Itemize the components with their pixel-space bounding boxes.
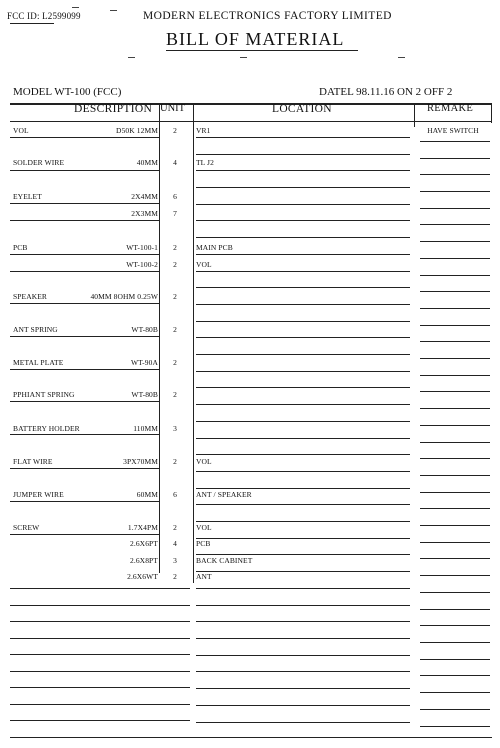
remark-rule bbox=[420, 325, 490, 326]
divider-unit-location bbox=[193, 103, 194, 583]
blank-row-rule bbox=[10, 720, 190, 721]
location-rule bbox=[196, 337, 410, 338]
item-location: MAIN PCB bbox=[196, 243, 233, 252]
item-spec: 2.6X6WT bbox=[127, 572, 158, 581]
location-rule bbox=[196, 438, 410, 439]
right-border bbox=[491, 103, 492, 123]
location-rule bbox=[196, 237, 410, 238]
location-rule bbox=[196, 504, 410, 505]
remark-rule bbox=[420, 375, 490, 376]
remark-rule bbox=[420, 308, 490, 309]
remark-rule bbox=[420, 558, 490, 559]
description-rule bbox=[10, 369, 160, 370]
remark-rule bbox=[420, 391, 490, 392]
blank-row-rule bbox=[10, 654, 190, 655]
location-rule bbox=[196, 404, 410, 405]
company-name: MODERN ELECTRONICS FACTORY LIMITED bbox=[143, 10, 392, 22]
item-quantity: 2 bbox=[173, 457, 177, 466]
remark-rule bbox=[420, 442, 490, 443]
description-rule bbox=[10, 137, 160, 138]
item-description: PPHIANT SPRING bbox=[13, 390, 75, 399]
location-rule bbox=[196, 421, 410, 422]
remark-rule bbox=[420, 659, 490, 660]
item-quantity: 2 bbox=[173, 292, 177, 301]
item-location: TL J2 bbox=[196, 158, 214, 167]
location-rule bbox=[196, 387, 410, 388]
remark-rule bbox=[420, 726, 490, 727]
blank-row-rule bbox=[10, 621, 190, 622]
remark-rule bbox=[420, 191, 490, 192]
location-rule bbox=[196, 371, 410, 372]
item-location: PCB bbox=[196, 539, 211, 548]
item-quantity: 2 bbox=[173, 572, 177, 581]
title-underline bbox=[166, 50, 358, 51]
item-spec: 2.6X6PT bbox=[130, 539, 158, 548]
document-title: BILL OF MATERIAL bbox=[166, 29, 345, 49]
item-quantity: 6 bbox=[173, 192, 177, 201]
item-description: EYELET bbox=[13, 192, 42, 201]
remark-rule bbox=[420, 408, 490, 409]
location-rule bbox=[196, 605, 410, 606]
column-header-location: LOCATION bbox=[272, 103, 332, 115]
blank-row-rule bbox=[10, 704, 190, 705]
column-header-unit: UNIT bbox=[160, 103, 186, 114]
divider-description-unit bbox=[159, 103, 160, 573]
remark-rule bbox=[420, 508, 490, 509]
blank-row-rule bbox=[10, 687, 190, 688]
item-quantity: 2 bbox=[173, 325, 177, 334]
item-quantity: 3 bbox=[173, 424, 177, 433]
item-description: METAL PLATE bbox=[13, 358, 64, 367]
fcc-id: FCC ID: L2599099 bbox=[7, 11, 81, 21]
item-location: ANT bbox=[196, 572, 212, 581]
remark-rule bbox=[420, 475, 490, 476]
location-rule bbox=[196, 304, 410, 305]
item-spec: 2X4MM bbox=[131, 192, 158, 201]
item-description: SOLDER WIRE bbox=[13, 158, 65, 167]
fcc-id-underline bbox=[10, 23, 54, 24]
description-rule bbox=[10, 401, 160, 402]
location-rule bbox=[196, 170, 410, 171]
item-quantity: 2 bbox=[173, 358, 177, 367]
item-spec: WT-100-1 bbox=[126, 243, 158, 252]
location-rule bbox=[196, 187, 410, 188]
location-rule bbox=[196, 705, 410, 706]
remark-rule bbox=[420, 158, 490, 159]
item-spec: 2.6X8PT bbox=[130, 556, 158, 565]
item-description: BATTERY HOLDER bbox=[13, 424, 80, 433]
remark-rule bbox=[420, 224, 490, 225]
description-rule bbox=[10, 434, 160, 435]
table-bottom-rule bbox=[10, 737, 492, 738]
description-rule bbox=[10, 336, 160, 337]
header-speck bbox=[72, 7, 79, 8]
header-speck bbox=[128, 57, 135, 58]
item-location: VOL bbox=[196, 457, 212, 466]
item-description: FLAT WIRE bbox=[13, 457, 53, 466]
blank-row-rule bbox=[10, 605, 190, 606]
remark-rule bbox=[420, 709, 490, 710]
item-spec: WT-100-2 bbox=[126, 260, 158, 269]
description-rule bbox=[10, 203, 160, 204]
location-rule bbox=[196, 321, 410, 322]
remark-rule bbox=[420, 575, 490, 576]
location-rule bbox=[196, 655, 410, 656]
remark-rule bbox=[420, 341, 490, 342]
item-spec: 60MM bbox=[136, 490, 158, 499]
item-spec: WT-80B bbox=[131, 390, 158, 399]
remark-rule bbox=[420, 425, 490, 426]
item-quantity: 4 bbox=[173, 539, 177, 548]
item-spec: WT-80B bbox=[131, 325, 158, 334]
remark-rule bbox=[420, 542, 490, 543]
item-quantity: 3 bbox=[173, 556, 177, 565]
blank-row-rule bbox=[10, 671, 190, 672]
remark-rule bbox=[420, 675, 490, 676]
location-rule bbox=[196, 204, 410, 205]
remark-rule bbox=[420, 358, 490, 359]
remark-rule bbox=[420, 208, 490, 209]
item-spec: WT-90A bbox=[131, 358, 158, 367]
item-quantity: 4 bbox=[173, 158, 177, 167]
column-header-remark: REMAKE bbox=[427, 103, 474, 114]
remark-rule bbox=[420, 141, 490, 142]
description-rule bbox=[10, 170, 160, 171]
model-number: MODEL WT-100 (FCC) bbox=[13, 86, 122, 98]
location-rule bbox=[196, 571, 410, 572]
blank-row-rule bbox=[10, 638, 190, 639]
location-rule bbox=[196, 588, 410, 589]
remark-rule bbox=[420, 492, 490, 493]
description-rule bbox=[10, 271, 160, 272]
description-rule bbox=[10, 501, 160, 502]
remark-rule bbox=[420, 458, 490, 459]
item-quantity: 2 bbox=[173, 390, 177, 399]
item-spec: 40MM bbox=[136, 158, 158, 167]
description-rule bbox=[10, 534, 160, 535]
item-spec: 2X3MM bbox=[131, 209, 158, 218]
location-rule bbox=[196, 688, 410, 689]
item-location: VOL bbox=[196, 523, 212, 532]
item-quantity: 2 bbox=[173, 260, 177, 269]
location-rule bbox=[196, 671, 410, 672]
remark-rule bbox=[420, 525, 490, 526]
header-speck bbox=[240, 57, 247, 58]
location-rule bbox=[196, 538, 410, 539]
item-description: ANT SPRING bbox=[13, 325, 58, 334]
item-quantity: 7 bbox=[173, 209, 177, 218]
remark-rule bbox=[420, 258, 490, 259]
description-rule bbox=[10, 220, 160, 221]
remark-rule bbox=[420, 692, 490, 693]
date-page-info: DATEL 98.11.16 ON 2 OFF 2 bbox=[319, 86, 453, 98]
location-rule bbox=[196, 488, 410, 489]
description-rule bbox=[10, 303, 160, 304]
remark-rule bbox=[420, 174, 490, 175]
location-rule bbox=[196, 521, 410, 522]
header-bottom-rule bbox=[10, 121, 492, 122]
item-spec: 1.7X4PM bbox=[127, 523, 158, 532]
description-rule bbox=[10, 254, 160, 255]
location-rule bbox=[196, 454, 410, 455]
item-spec: 110MM bbox=[133, 424, 158, 433]
item-location: BACK CABINET bbox=[196, 556, 253, 565]
location-rule bbox=[196, 254, 410, 255]
header-speck bbox=[398, 57, 405, 58]
location-rule bbox=[196, 638, 410, 639]
location-rule bbox=[196, 271, 410, 272]
location-rule bbox=[196, 220, 410, 221]
divider-location-remark bbox=[414, 103, 415, 127]
item-location: VR1 bbox=[196, 126, 211, 135]
item-quantity: 2 bbox=[173, 243, 177, 252]
location-rule bbox=[196, 471, 410, 472]
remark-rule bbox=[420, 609, 490, 610]
location-rule bbox=[196, 137, 410, 138]
remark-rule bbox=[420, 592, 490, 593]
blank-row-rule bbox=[10, 588, 190, 589]
item-description: SCREW bbox=[13, 523, 40, 532]
location-rule bbox=[196, 154, 410, 155]
item-spec: 40MM 8OHM 0.25W bbox=[90, 292, 158, 301]
item-remark: HAVE SWITCH bbox=[427, 126, 479, 135]
item-location: ANT / SPEAKER bbox=[196, 490, 252, 499]
location-rule bbox=[196, 554, 410, 555]
item-description: JUMPER WIRE bbox=[13, 490, 64, 499]
location-rule bbox=[196, 722, 410, 723]
item-location: VOL bbox=[196, 260, 212, 269]
remark-rule bbox=[420, 275, 490, 276]
remark-rule bbox=[420, 642, 490, 643]
remark-rule bbox=[420, 241, 490, 242]
column-header-description: DESCRIPTION bbox=[74, 103, 153, 115]
header-speck bbox=[110, 10, 117, 11]
item-quantity: 2 bbox=[173, 126, 177, 135]
item-description: VOL bbox=[13, 126, 29, 135]
remark-rule bbox=[420, 291, 490, 292]
location-rule bbox=[196, 621, 410, 622]
item-spec: 3PX70MM bbox=[123, 457, 158, 466]
description-rule bbox=[10, 468, 160, 469]
item-quantity: 6 bbox=[173, 490, 177, 499]
item-description: PCB bbox=[13, 243, 28, 252]
location-rule bbox=[196, 354, 410, 355]
remark-rule bbox=[420, 625, 490, 626]
item-quantity: 2 bbox=[173, 523, 177, 532]
item-spec: D50K 12MM bbox=[116, 126, 158, 135]
item-description: SPEAKER bbox=[13, 292, 48, 301]
location-rule bbox=[196, 287, 410, 288]
